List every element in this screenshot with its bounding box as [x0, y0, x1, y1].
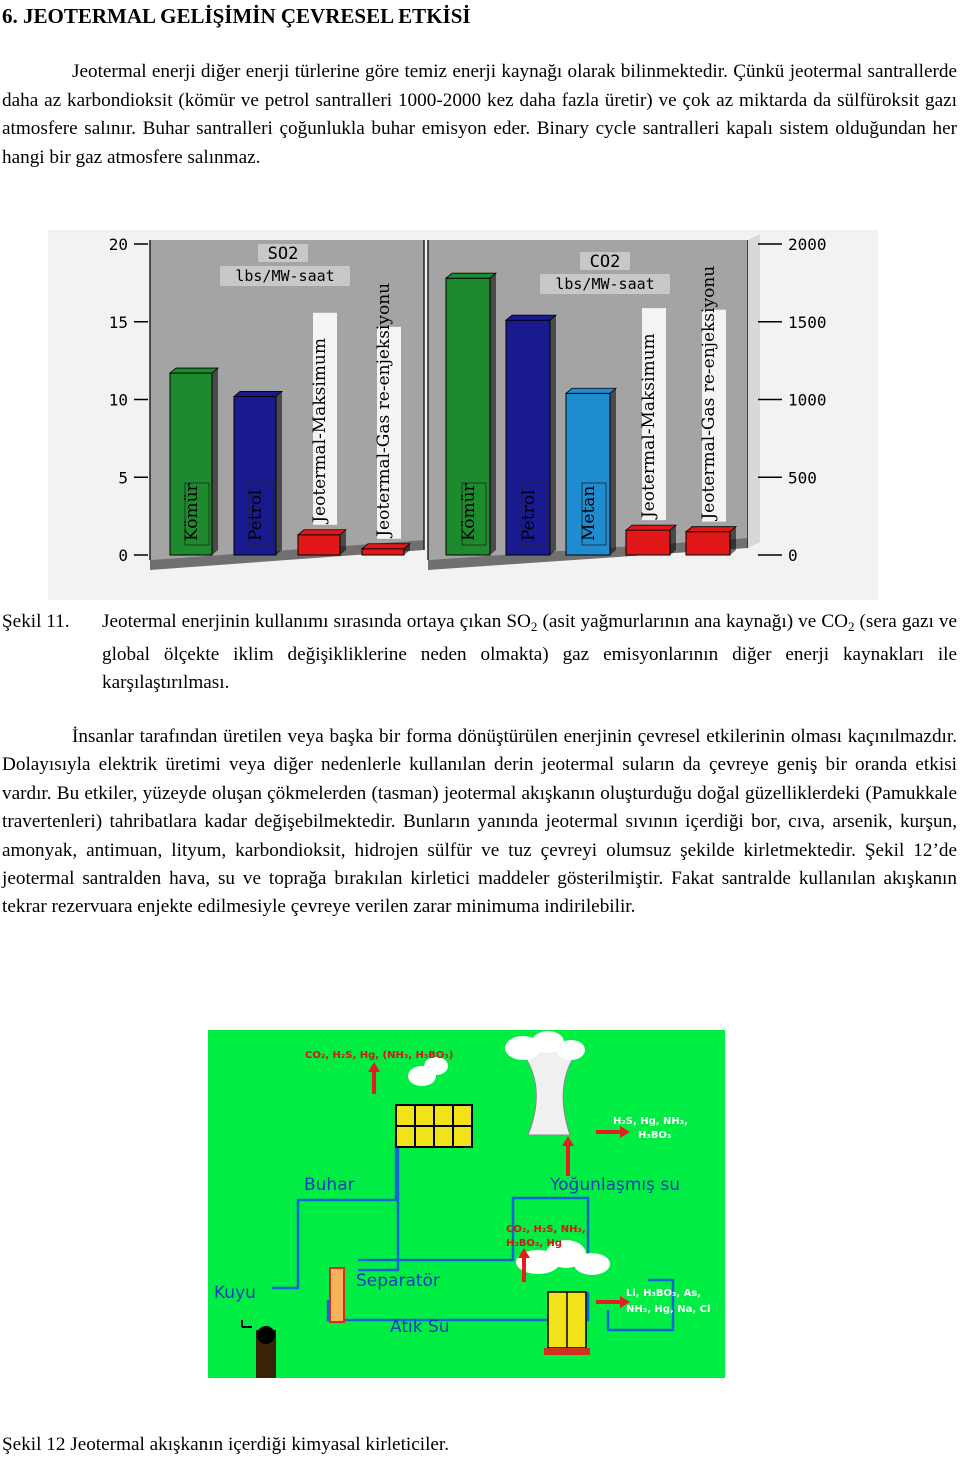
bar-category-label: Jeotermal-Maksimum: [639, 333, 659, 519]
figure-11-label: Şekil 11.: [2, 611, 70, 632]
buhar-label: Buhar: [304, 1175, 355, 1195]
chart-bar: [362, 549, 404, 555]
chart-bar-side: [550, 315, 556, 555]
body-paragraph: İnsanlar tarafından üretilen veya başka bir forma dönüştürülen enerjinin çevresel etkilerinin olması kaçınılmazdır. Dolayısıyla elektrik üretimi veya diğer nedenlerle kullanılan derin jeotermal suların da çevreye geniş bir oranda etkisi vardır. Bu etkiler, yüzeyde oluşan çökmelerden (tasman) jeotermal akışkanın oluşturduğu doğal güzelliklerdeki (Pamukkale travertenleri) tahribatlara kadar değişebilmektedir. Bunların yanında jeotermal sıvının içerdiği bor, cıva, arsenik, kurşun, amonyak, antimuan, lityum, karbondioksit, hidrojen sülfür ve tuz çevreyi olumsuz şekilde kirletmektedir. Şekil 12’de jeotermal santralden hava, su ve toprağa bırakılan kirletici maddeler gösterilmiştir. Fakat santralde kullanılan akışkanın tekrar rezervuara enjekte edilmesiyle çevreye verilen zarar minimuma indirilebilir.: [2, 726, 957, 918]
bar-category-label: Jeotermal-Maksimum: [310, 338, 330, 523]
bar-category-label: Metan: [579, 485, 599, 541]
y-tick-label: 5: [118, 468, 128, 488]
emission-water-label-1: Li, H₃BO₃, As,: [626, 1288, 702, 1299]
y-tick-label: 20: [108, 235, 128, 254]
atik-su-label: Atık Su: [390, 1317, 450, 1337]
chart-bar-top: [298, 530, 346, 535]
separator-label: Separatör: [356, 1271, 440, 1291]
bar-category-label: Kömür: [459, 483, 479, 541]
chart-bar-top: [362, 544, 410, 549]
intro-paragraph: Jeotermal enerji diğer enerji türlerine göre temiz enerji kaynağı olarak bilinmektedir. Çünkü jeotermal santrallerde daha az karbondioksit (kömür ve petrol santralleri 1000-2000 kez daha fazla üretir) ve çok az miktarda da sülfüroksit gazı atmosfere salınır. Buhar santralleri çoğunlukla buhar emisyon eder. Binary cycle santralleri kapalı sistem olduğundan her hangi bir gaz atmosfere salınmaz.: [2, 61, 957, 168]
chart-bar-side: [490, 273, 496, 555]
y-tick-label: 1000: [788, 390, 827, 410]
y-tick-label: 500: [788, 468, 817, 488]
bar-category-label: Jeotermal-Gas re-enjeksiyonu: [374, 282, 394, 537]
geothermal-pollutant-diagram: [208, 1030, 725, 1378]
bar-category-label: Petrol: [246, 489, 266, 541]
so2-chart-unit: lbs/MW-saat: [235, 267, 335, 285]
chart-bar-top: [566, 388, 616, 393]
yogunlasmis-su-label: Yoğunlaşmış su: [550, 1175, 681, 1195]
kuyu-label: Kuyu: [214, 1283, 256, 1303]
section-heading: 6. JEOTERMAL GELİŞİMİN ÇEVRESEL ETKİSİ: [2, 4, 471, 28]
chart-bar-top: [234, 391, 282, 396]
figure-11-caption: [2, 608, 957, 697]
y-tick-label: 0: [118, 546, 128, 565]
emission-top-label: CO₂, H₂S, Hg, (NH₃, H₃BO₃): [305, 1050, 454, 1061]
bar-category-label: Petrol: [519, 489, 539, 541]
chart-bar-side: [212, 368, 218, 555]
emission-center-label-2: H₃BO₃, Hg: [506, 1238, 563, 1249]
y-tick-label: 0: [788, 546, 798, 565]
chart-bar-top: [446, 273, 496, 278]
bar-category-label: Kömür: [182, 483, 202, 541]
emission-water-label-2: NH₃, Hg, Na, Cl: [626, 1304, 711, 1315]
chart-bar-top: [506, 315, 556, 320]
chart-bar: [298, 535, 340, 555]
chart-bar-side: [276, 391, 282, 555]
bar-category-label: Jeotermal-Gas re-enjeksiyonu: [699, 265, 719, 520]
chart-bar-top: [626, 525, 676, 530]
co2-chart-title: CO2: [589, 252, 621, 272]
chart-bar-top: [170, 368, 218, 373]
y-tick-label: 10: [108, 390, 128, 410]
y-tick-label: 2000: [788, 235, 827, 254]
y-tick-label: 1500: [788, 312, 827, 332]
figure-11-text: Jeotermal enerjinin kullanımı sırasında ortaya çıkan $SO_2$ (asit yağmurlarının ana kaynağı) ve $CO_2$ (sera gazı ve global ölçekte iklim değişikliklerine neden olmakta) gaz emisyonlarının diğer enerji kaynakları ile karşılaştırılması.: [102, 611, 957, 693]
chart-bar: [626, 530, 670, 555]
co2-chart-unit: lbs/MW-saat: [555, 275, 655, 293]
y-tick-label: 15: [108, 312, 128, 332]
emission-right-label-2: H₃BO₃: [638, 1130, 672, 1141]
emission-center-label-1: CO₂, H₂S, NH₃,: [506, 1224, 586, 1235]
chart-bar-top: [686, 527, 736, 532]
emission-right-label-1: H₂S, Hg, NH₃,: [613, 1116, 688, 1127]
figure-12-caption: Şekil 12 Jeotermal akışkanın içerdiği kimyasal kirleticiler.: [2, 1434, 450, 1455]
chart-bar: [686, 532, 730, 555]
so2-chart-title: SO2: [267, 244, 299, 264]
emissions-bar-chart: [48, 230, 878, 600]
chart-bar-side: [610, 388, 616, 555]
